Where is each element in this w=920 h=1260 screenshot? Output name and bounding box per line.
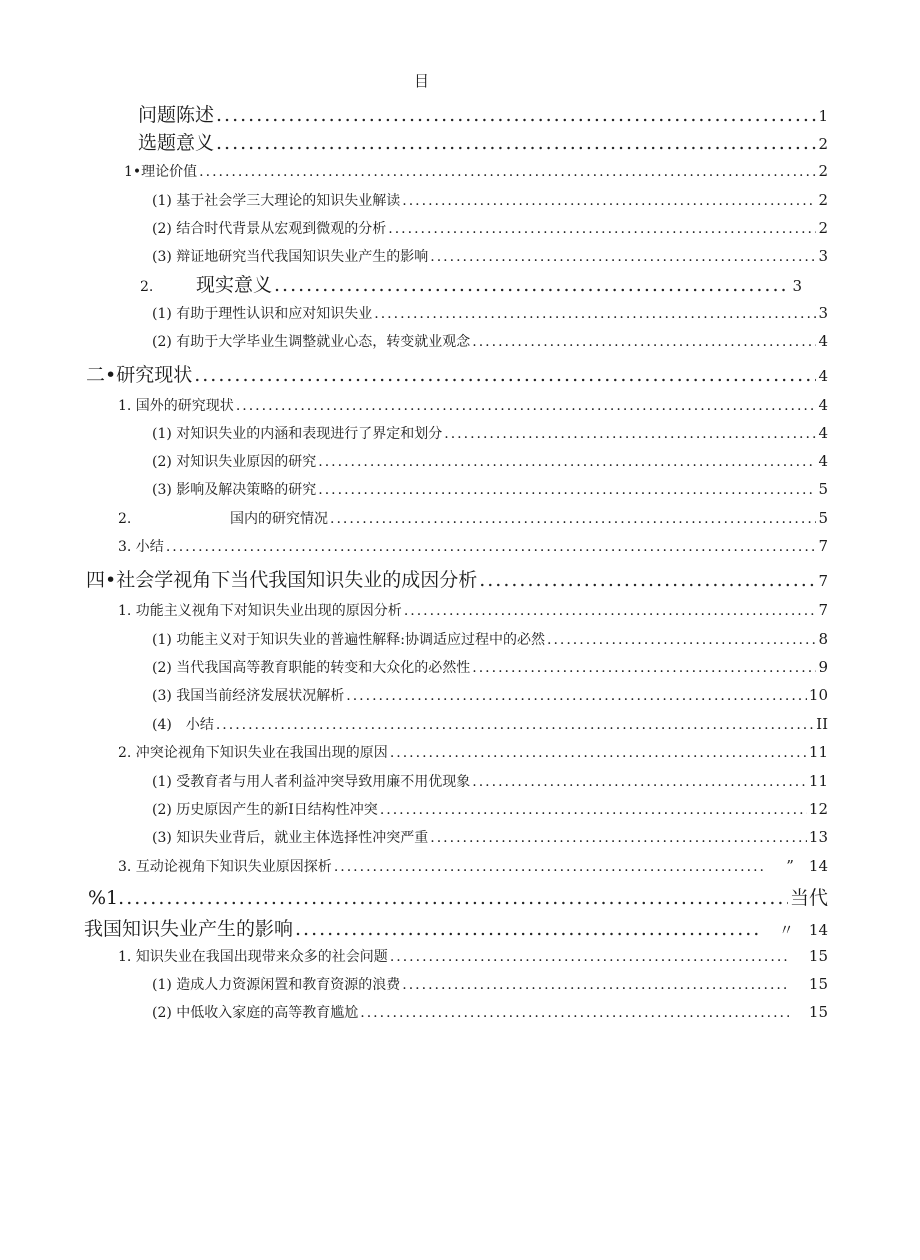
toc-entry-page: 3 <box>818 304 828 322</box>
toc-entry[interactable] <box>88 883 828 910</box>
toc-entry-page: 13 <box>808 828 828 846</box>
toc-entry-page: 10 <box>808 686 828 704</box>
toc-entry-label: (3) 我国当前经济发展状况解析 <box>152 688 345 704</box>
toc-entry-page: 当代 <box>789 887 828 909</box>
toc-entry-label: (2) 当代我国高等教育职能的转变和大众化的必然性 <box>152 660 471 676</box>
dot-leader <box>402 193 816 209</box>
toc-entry[interactable] <box>152 799 828 819</box>
toc-entry-label: (2) 历史原因产生的新I日结构性冲突 <box>152 802 378 818</box>
dot-leader <box>374 306 816 322</box>
toc-entry[interactable] <box>86 360 828 387</box>
toc-entry-label: 3. 互动论视角下知识失业原因探析 <box>118 859 332 875</box>
toc-entry-label: (3) 知识失业背后，就业主体选择性冲突严重 <box>152 830 429 846</box>
dot-leader <box>166 539 817 555</box>
dot-leader <box>236 398 817 414</box>
toc-entry-page: 1 <box>818 107 828 125</box>
toc-entry[interactable] <box>152 771 828 791</box>
toc-entry[interactable] <box>152 685 828 705</box>
toc-entry[interactable] <box>118 742 828 762</box>
dot-leader <box>216 717 814 733</box>
toc-entry[interactable] <box>118 508 828 528</box>
toc-entry-page: 9 <box>818 658 828 676</box>
toc-entry-label: 我国知识失业产生的影响 <box>84 918 294 940</box>
dot-leader <box>216 132 816 154</box>
toc-entry-page: 〃 14 <box>778 921 828 939</box>
toc-entry-label: (1) 有助于理性认识和应对知识失业 <box>152 306 373 322</box>
toc-entry-page: 4 <box>818 452 828 470</box>
toc-entry-page: 2 <box>818 219 828 237</box>
toc-entry[interactable] <box>84 914 828 941</box>
toc-entry-page: 15 <box>808 975 828 993</box>
toc-title: 目 <box>414 72 430 90</box>
toc-entry-page: 11 <box>808 772 828 790</box>
toc-entry-label: (4) 小结 <box>152 717 214 733</box>
toc-entry[interactable] <box>118 395 828 415</box>
toc-entry[interactable] <box>152 479 828 499</box>
dot-leader <box>479 569 816 591</box>
dot-leader <box>295 918 759 940</box>
toc-entry[interactable] <box>152 190 828 210</box>
toc-entry-label: (2) 中低收入家庭的高等教育尴尬 <box>152 1005 359 1021</box>
toc-entry-label: (1) 造成人力资源闲置和教育资源的浪费 <box>152 977 401 993</box>
toc-entry[interactable] <box>124 161 828 181</box>
dot-leader <box>472 660 816 676</box>
dot-leader <box>404 603 817 619</box>
toc-entry-label: 选题意义 <box>138 132 215 154</box>
toc-entry[interactable] <box>152 303 828 323</box>
toc-entry-page: 5 <box>818 509 828 527</box>
toc-entry[interactable] <box>152 1002 828 1022</box>
toc-entry-label: 3. 小结 <box>118 539 164 555</box>
toc-entry[interactable] <box>140 270 802 297</box>
toc-entry-page: 5 <box>818 480 828 498</box>
dot-leader <box>380 802 807 818</box>
toc-entry-label: 四•社会学视角下当代我国知识失业的成因分析 <box>86 569 478 591</box>
toc-entry-page: ” 14 <box>786 857 828 875</box>
toc-entry-number: 2. <box>118 511 132 527</box>
toc-entry[interactable] <box>152 714 828 734</box>
toc-entry[interactable] <box>152 246 828 266</box>
dot-leader <box>388 221 816 237</box>
toc-entry-page: 3 <box>792 277 802 295</box>
toc-entry-page: 11 <box>808 743 828 761</box>
dot-leader <box>390 745 807 761</box>
toc-entry-page: 4 <box>818 424 828 442</box>
dot-leader <box>274 274 790 296</box>
toc-entry[interactable] <box>152 657 828 677</box>
toc-entry[interactable] <box>138 128 828 155</box>
dot-leader <box>194 364 816 386</box>
dot-leader <box>472 774 807 790</box>
dot-leader <box>318 454 816 470</box>
toc-entry[interactable] <box>152 629 828 649</box>
toc-entry[interactable] <box>86 565 828 592</box>
dot-leader <box>430 249 816 265</box>
toc-entry-label: 1. 国外的研究现状 <box>118 398 234 414</box>
toc-entry-page: 7 <box>818 601 828 619</box>
toc-entry-label: (3) 影响及解决策略的研究 <box>152 482 317 498</box>
toc-entry[interactable] <box>118 600 828 620</box>
toc-entry-label: 2. 冲突论视角下知识失业在我国出现的原因 <box>118 745 388 761</box>
toc-entry[interactable] <box>152 451 828 471</box>
toc-entry-page: 8 <box>818 630 828 648</box>
toc-entry-number: 2. <box>140 279 154 295</box>
toc-entry-label: (1) 功能主义对于知识失业的普遍性解释:协调适应过程中的必然 <box>152 632 545 648</box>
toc-entry[interactable] <box>118 946 828 966</box>
toc-entry[interactable] <box>152 974 828 994</box>
toc-entry-label: 1. 知识失业在我国出现带来众多的社会问题 <box>118 949 388 965</box>
toc-entry-label: 1. 功能主义视角下对知识失业出现的原因分析 <box>118 603 402 619</box>
toc-entry-page: 4 <box>818 367 828 385</box>
toc-entry-page: 2 <box>818 162 828 180</box>
toc-entry-page: 4 <box>818 396 828 414</box>
dot-leader <box>216 104 816 126</box>
toc-entry-page: 4 <box>818 332 828 350</box>
toc-entry[interactable] <box>152 218 828 238</box>
toc-entry-label: 现实意义 <box>196 274 273 296</box>
toc-entry[interactable] <box>118 855 828 876</box>
dot-leader <box>547 632 816 648</box>
dot-leader <box>126 887 788 909</box>
toc-entry-page: II <box>816 715 828 733</box>
toc-entry-page: 3 <box>818 247 828 265</box>
dot-leader <box>318 482 816 498</box>
toc-entry-label: 国内的研究情况 <box>230 511 328 527</box>
toc-entry-page: 15 <box>808 947 828 965</box>
toc-entry-label: (1) 受教育者与用人者利益冲突导致用廉不用优现象 <box>152 774 471 790</box>
toc-entry[interactable] <box>152 331 828 351</box>
toc-entry-label: 问题陈述 <box>138 104 215 126</box>
toc-entry[interactable] <box>152 423 828 443</box>
toc-entry-label: (2) 对知识失业原因的研究 <box>152 454 317 470</box>
toc-entry-page: 15 <box>808 1003 828 1021</box>
toc-entry-label: (3) 辩证地研究当代我国知识失业产生的影响 <box>152 249 429 265</box>
toc-entry-page: 7 <box>818 572 828 590</box>
toc-entry-label: (2) 结合时代背景从宏观到微观的分析 <box>152 221 387 237</box>
toc-entry-label: (1) 对知识失业的内涵和表现进行了界定和划分 <box>152 426 443 442</box>
dot-leader <box>402 977 789 993</box>
dot-leader <box>472 334 816 350</box>
toc-entry[interactable] <box>118 536 828 556</box>
toc-entry-label: 1•理论价值 <box>124 164 198 180</box>
dot-leader <box>390 949 789 965</box>
dot-leader <box>330 511 816 527</box>
toc-entry-page: 2 <box>818 191 828 209</box>
dot-leader <box>346 688 807 704</box>
dot-leader <box>360 1005 789 1021</box>
toc-entry-label: %1. <box>88 887 125 909</box>
dot-leader <box>199 164 816 180</box>
toc-entry-label: 二•研究现状 <box>86 364 193 386</box>
toc-entry-page: 2 <box>818 135 828 153</box>
toc-entry-label: (1) 基于社会学三大理论的知识失业解读 <box>152 193 401 209</box>
dot-leader <box>334 859 766 875</box>
dot-leader <box>430 830 807 846</box>
dot-leader <box>444 426 816 442</box>
toc-entry[interactable] <box>152 827 828 847</box>
toc-entry-label: (2) 有助于大学毕业生调整就业心态，转变就业观念 <box>152 334 471 350</box>
toc-entry[interactable] <box>138 100 828 127</box>
toc-entry-page: 12 <box>808 800 828 818</box>
toc-entry-page: 7 <box>818 537 828 555</box>
